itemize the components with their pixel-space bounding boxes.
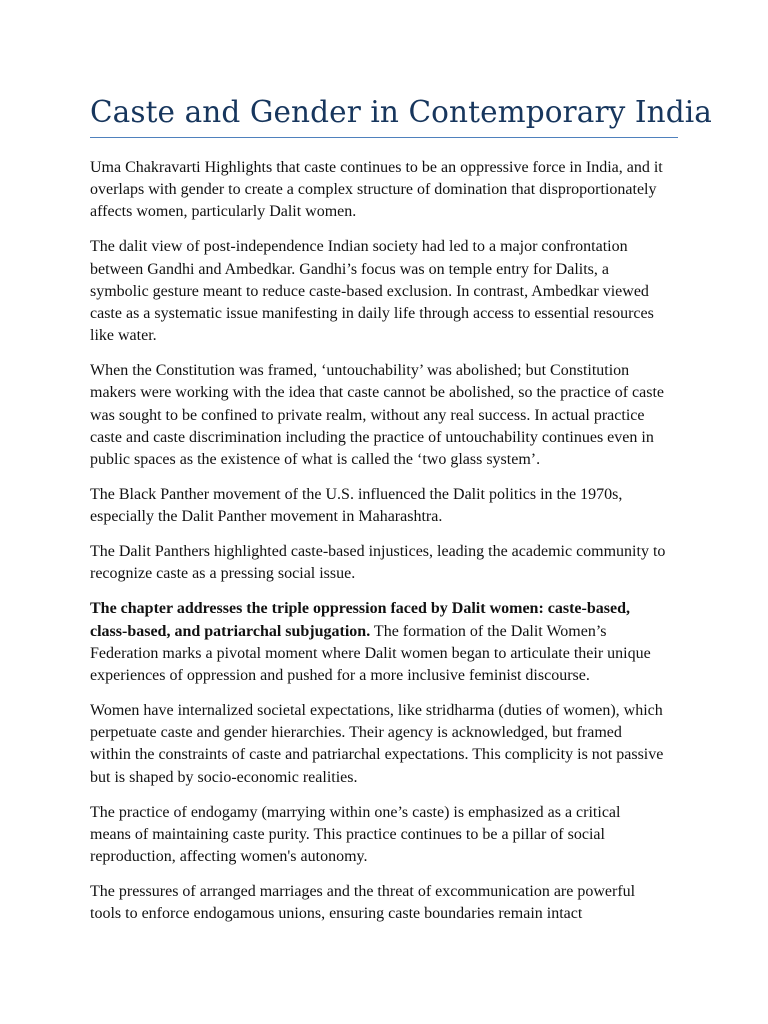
document-body (90, 157, 682, 938)
paragraph-endogamy (90, 802, 682, 869)
text-line: reproduction, affecting women's autonomy. (90, 848, 368, 866)
paragraph-arranged-marriages (90, 881, 682, 925)
text-line: means of maintaining caste purity. This practice continues to be a pillar of social (90, 825, 605, 843)
text-line: like water. (90, 327, 157, 345)
text-line: caste and caste discrimination including the practice of untouchability continues even in (90, 428, 654, 446)
text-line: within the constraints of caste and patriarchal expectations. This complicity is not passive (90, 746, 664, 764)
text-line: The pressures of arranged marriages and the threat of excommunication are powerful (90, 883, 636, 901)
text-run: The formation of the Dalit Women’s (370, 622, 607, 640)
document-title: Caste and Gender in Contemporary India (90, 95, 712, 129)
text-line: between Gandhi and Ambedkar. Gandhi’s focus was on temple entry for Dalits, a (90, 260, 609, 278)
paragraph-gandhi-ambedkar (90, 236, 682, 347)
text-line: The practice of endogamy (marrying within one’s caste) is emphasized as a critical (90, 803, 621, 821)
text-line: especially the Dalit Panther movement in Maharashtra. (90, 508, 443, 526)
text-line: experiences of oppression and pushed for a more inclusive feminist discourse. (90, 667, 590, 685)
text-line: The Black Panther movement of the U.S. influenced the Dalit politics in the 1970s, (90, 486, 623, 504)
paragraph-dalit-panthers (90, 541, 682, 585)
text-line: perpetuate caste and gender hierarchies. Their agency is acknowledged, but framed (90, 724, 622, 742)
text-line: but is shaped by socio-economic realities. (90, 768, 358, 786)
text-line: The chapter addresses the triple oppression faced by Dalit women: caste-based, (90, 600, 630, 618)
text-line: symbolic gesture meant to reduce caste-based exclusion. In contrast, Ambedkar viewed (90, 282, 649, 300)
text-line: recognize caste as a pressing social issue. (90, 565, 356, 583)
text-line: affects women, particularly Dalit women. (90, 203, 357, 221)
text-line: public spaces as the existence of what is called the ‘two glass system’. (90, 451, 541, 469)
paragraph-constitution (90, 360, 682, 471)
text-line: makers were working with the idea that caste cannot be abolished, so the practice of caste (90, 384, 664, 402)
paragraph-chakravarti (90, 157, 682, 224)
text-line: caste as a systematic issue manifesting in daily life through access to essential resources (90, 305, 654, 323)
title-underline (90, 137, 678, 138)
text-line: The dalit view of post-independence Indian society had led to a major confrontation (90, 238, 628, 256)
text-line: overlaps with gender to create a complex structure of domination that disproportionately (90, 181, 657, 199)
text-line: class-based, and patriarchal subjugation. (90, 622, 371, 640)
text-line: was sought to be confined to private realm, without any real success. In actual practice (90, 406, 645, 424)
paragraph-stridharma (90, 700, 682, 789)
text-line: Women have internalized societal expectations, like stridharma (duties of women), which (90, 702, 663, 720)
text-line: Uma Chakravarti Highlights that caste continues to be an oppressive force in India, and it (90, 159, 663, 176)
paragraph-black-panther (90, 484, 682, 528)
text-line: tools to enforce endogamous unions, ensuring caste boundaries remain intact (90, 905, 583, 923)
text-line: The Dalit Panthers highlighted caste-based injustices, leading the academic community to (90, 543, 666, 561)
text-line: When the Constitution was framed, ‘untouchability’ was abolished; but Constitution (90, 362, 630, 380)
text-line: Federation marks a pivotal moment where Dalit women began to articulate their unique (90, 644, 651, 662)
paragraph-triple-oppression (90, 598, 682, 687)
